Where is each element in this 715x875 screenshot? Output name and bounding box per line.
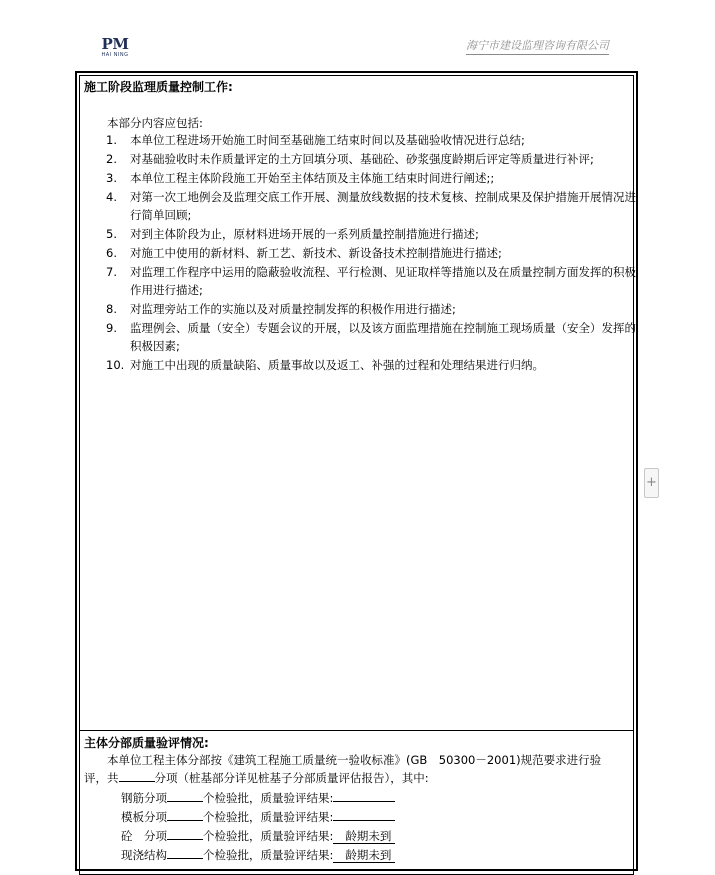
expand-plus-icon[interactable]: + bbox=[644, 468, 659, 498]
acceptance-paragraph-line2 bbox=[84, 769, 429, 787]
list-item-text: 对到主体阶段为止，原材料进场开展的一系列质量控制措施进行描述; bbox=[130, 227, 479, 241]
list-item-text: 对监理工作程序中运用的隐蔽验收流程、平行检测、见证取样等措施以及在质量控制方面发挥的积极作用进行描述; bbox=[130, 265, 636, 297]
logo-subtext: HAI NING bbox=[101, 52, 129, 58]
content-list bbox=[106, 131, 636, 375]
list-item-number: 6. bbox=[106, 246, 117, 260]
list-item-text: 本单位工程进场开始施工时间至基础施工结束时间以及基础验收情况进行总结; bbox=[130, 133, 525, 147]
list-item-text: 对基础验收时未作质量评定的土方回填分项、基础砼、砂浆强度龄期后评定等质量进行补评; bbox=[130, 152, 594, 166]
result-row bbox=[121, 808, 395, 825]
list-item-number: 9. bbox=[106, 321, 117, 335]
list-item bbox=[106, 225, 636, 243]
result-blank[interactable] bbox=[333, 789, 395, 802]
logo-text: PM bbox=[101, 35, 129, 53]
list-item-text: 对第一次工地例会及监理交底工作开展、测量放线数据的技术复核、控制成果及保护措施开展情况进行简单回顾; bbox=[130, 190, 636, 222]
list-item bbox=[106, 188, 636, 224]
list-item-text: 对监理旁站工作的实施以及对质量控制发挥的积极作用进行描述; bbox=[130, 302, 456, 316]
batch-count-blank[interactable] bbox=[167, 808, 203, 821]
list-item-text: 本单位工程主体阶段施工开始至主体结顶及主体施工结束时间进行阐述;; bbox=[130, 171, 495, 185]
result-value[interactable]: 龄期未到 bbox=[333, 848, 395, 863]
list-item bbox=[106, 356, 636, 374]
list-item bbox=[106, 319, 636, 355]
result-row bbox=[121, 846, 395, 863]
batch-count-blank[interactable] bbox=[167, 789, 203, 802]
list-item bbox=[106, 263, 636, 299]
list-item-number: 3. bbox=[106, 171, 117, 185]
section-intro: 本部分内容应包括: bbox=[107, 116, 203, 130]
list-item-number: 2. bbox=[106, 152, 117, 166]
row-label: 砼 分项 bbox=[121, 829, 167, 843]
list-item bbox=[106, 169, 636, 187]
list-item bbox=[106, 300, 636, 318]
result-row bbox=[121, 789, 395, 806]
list-item-number: 7. bbox=[106, 265, 117, 279]
list-item-text: 对施工中使用的新材料、新工艺、新技术、新设备技术控制措施进行描述; bbox=[130, 246, 502, 260]
company-name: 海宁市建设监理咨询有限公司 bbox=[466, 37, 609, 55]
section-divider bbox=[79, 730, 634, 731]
row-text: 个检验批，质量验评结果: bbox=[203, 810, 334, 824]
list-item-number: 5. bbox=[106, 227, 117, 241]
result-value[interactable]: 龄期未到 bbox=[333, 829, 395, 844]
section-title-quality-control: 施工阶段监理质量控制工作: bbox=[84, 80, 233, 94]
batch-count-blank[interactable] bbox=[167, 827, 203, 840]
row-text: 个检验批，质量验评结果: bbox=[203, 829, 334, 843]
row-text: 个检验批，质量验评结果: bbox=[203, 791, 334, 805]
company-logo bbox=[98, 36, 132, 62]
result-blank[interactable] bbox=[333, 808, 395, 821]
row-label: 模板分项 bbox=[121, 810, 167, 824]
paragraph-text: 评，共 bbox=[84, 771, 119, 785]
list-item bbox=[106, 131, 636, 149]
section-title-acceptance: 主体分部质量验评情况: bbox=[84, 736, 209, 750]
list-item-text: 对施工中出现的质量缺陷、质量事故以及返工、补强的过程和处理结果进行归纳。 bbox=[130, 358, 544, 372]
result-row bbox=[121, 827, 395, 844]
list-item bbox=[106, 244, 636, 262]
list-item bbox=[106, 150, 636, 168]
row-label: 钢筋分项 bbox=[121, 791, 167, 805]
list-item-text: 监理例会、质量（安全）专题会议的开展，以及该方面监理措施在控制施工现场质量（安全）发挥的积极因素; bbox=[130, 321, 636, 353]
row-label: 现浇结构 bbox=[121, 848, 167, 862]
list-item-number: 4. bbox=[106, 190, 117, 204]
acceptance-paragraph-line1: 本单位工程主体分部按《建筑工程施工质量统一验收标准》(GB 50300－2001)规范要求进行验 bbox=[107, 753, 602, 767]
batch-count-blank[interactable] bbox=[167, 846, 203, 859]
subitem-count-blank[interactable] bbox=[119, 769, 155, 782]
list-item-number: 1. bbox=[106, 133, 117, 147]
row-text: 个检验批，质量验评结果: bbox=[203, 848, 334, 862]
list-item-number: 10. bbox=[106, 358, 125, 372]
list-item-number: 8. bbox=[106, 302, 117, 316]
paragraph-text: 分项（桩基部分详见桩基子分部质量评估报告），其中: bbox=[154, 771, 429, 785]
